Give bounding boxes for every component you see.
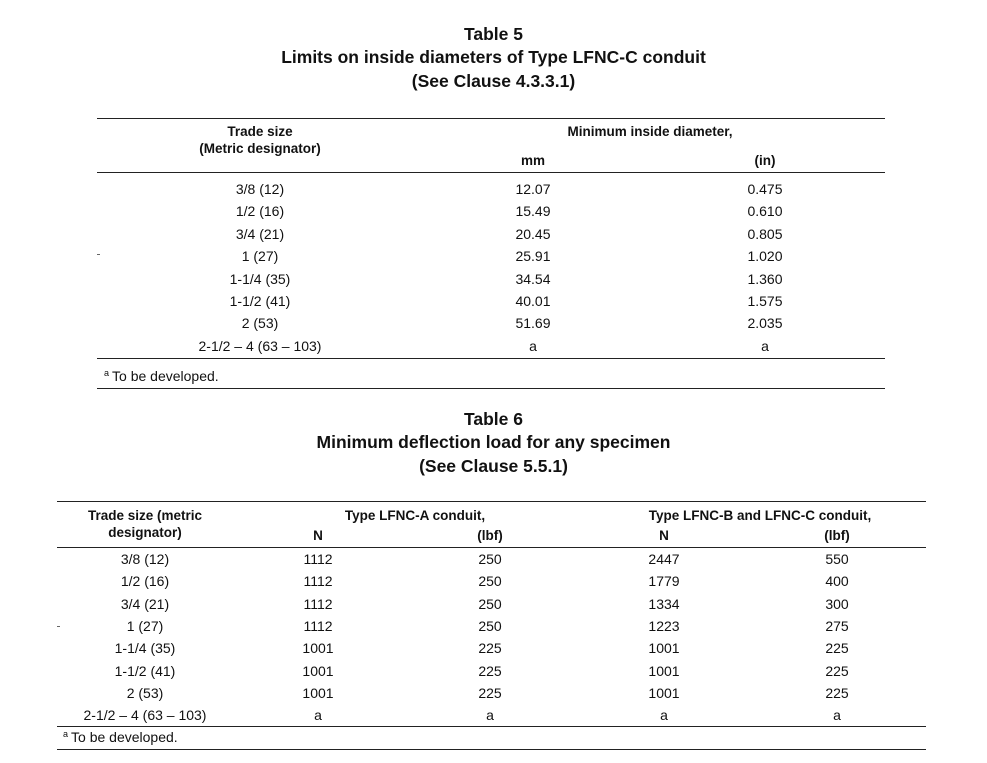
table-5-cell-in: 0.805 — [747, 225, 783, 242]
table-5-cell-in: 1.360 — [747, 270, 783, 287]
table-5-cell-mm: 25.91 — [515, 248, 551, 265]
table-6-cell-trade-size: 1 (27) — [126, 617, 164, 634]
table-6-reference: (See Clause 5.5.1) — [419, 456, 568, 476]
margin-mark — [97, 254, 100, 255]
table-6-cell-bc-lbf: 225 — [825, 640, 849, 657]
table-6-footnote: $^a$ To be developed. — [63, 729, 178, 745]
table-6-header-trade-size: Trade size (metric designator) — [87, 508, 203, 540]
table-5-cell-mm: 51.69 — [515, 315, 551, 332]
table-5-cell-trade-size: 3/4 (21) — [235, 225, 285, 242]
table-5-cell-mm: 20.45 — [515, 225, 551, 242]
table-6-cell-a-lbf: 225 — [478, 684, 502, 701]
table-6-cell-bc-lbf: 550 — [825, 551, 849, 567]
table-6-cell-trade-size: 3/8 (12) — [120, 551, 170, 567]
table-6-cell-bc-n: 1001 — [648, 684, 680, 701]
table-6-header-bc-n: N — [659, 528, 669, 543]
table-6-cell-a-n: 1112 — [303, 595, 333, 612]
table-6-cell-a-lbf: 225 — [478, 662, 502, 679]
table-5-footnote-rule — [97, 388, 885, 389]
table-6-cell-trade-size: 3/4 (21) — [120, 595, 170, 612]
table-5-cell-trade-size: 2-1/2 – 4 (63 – 103) — [198, 337, 322, 354]
table-6-cell-a-n: 1001 — [302, 662, 334, 679]
table-6-cell-a-n: a — [314, 707, 322, 724]
table-5-cell-in: 0.475 — [747, 181, 783, 197]
table-6-cell-bc-lbf: a — [833, 707, 841, 724]
table-6-cell-a-lbf: a — [486, 707, 494, 724]
table-6-cell-a-n: 1112 — [303, 551, 333, 567]
table-6-cell-bc-n: 1334 — [648, 595, 680, 612]
table-6-cell-a-n: 1001 — [302, 684, 334, 701]
table-6-cell-trade-size: 2-1/2 – 4 (63 – 103) — [83, 707, 207, 724]
table-6-cell-a-lbf: 250 — [478, 595, 502, 612]
table-5-cell-mm: 15.49 — [515, 203, 551, 220]
table-6-header-bc-lbf: (lbf) — [824, 528, 850, 543]
table-5-cell-trade-size: 2 (53) — [241, 315, 279, 332]
table-6-cell-a-n: 1112 — [303, 617, 333, 634]
table-6-title: Minimum deflection load for any specimen — [316, 432, 671, 452]
table-6-header-a-lbf: (lbf) — [477, 528, 503, 543]
table-6-cell-bc-lbf: 400 — [825, 573, 849, 590]
table-5-number: Table 5 — [463, 24, 523, 44]
table-5-header-mm: mm — [520, 153, 545, 168]
table-6-cell-bc-lbf: 225 — [825, 684, 849, 701]
table-6-header-type-bc: Type LFNC-B and LFNC-C conduit, — [648, 508, 872, 523]
table-5-cell-trade-size: 1-1/4 (35) — [229, 270, 291, 287]
table-5-cell-mm: 34.54 — [515, 270, 551, 287]
table-6-cell-trade-size: 1-1/4 (35) — [114, 640, 176, 657]
table-5-cell-in: 1.020 — [747, 248, 783, 265]
table-6-cell-a-lbf: 250 — [478, 617, 502, 634]
table-6-cell-bc-lbf: 275 — [825, 617, 849, 634]
table-5-cell-mm: 40.01 — [515, 293, 551, 309]
table-5-cell-mm: a — [529, 337, 537, 354]
table-5-cell-trade-size: 1-1/2 (41) — [229, 293, 291, 309]
table-6-cell-bc-n: a — [660, 707, 668, 724]
table-6-cell-a-n: 1112 — [303, 573, 333, 590]
table-5-header-rule — [97, 172, 885, 173]
table-6-cell-a-lbf: 225 — [478, 640, 502, 657]
table-6-cell-a-n: 1001 — [302, 640, 334, 657]
table-6-cell-trade-size: 1-1/2 (41) — [114, 662, 176, 679]
table-6-cell-bc-n: 1779 — [648, 573, 680, 590]
table-6-footnote-rule — [57, 749, 926, 750]
table-6-number: Table 6 — [463, 409, 523, 429]
table-6-cell-bc-n: 1001 — [648, 640, 680, 657]
table-6-cell-bc-n: 2447 — [648, 551, 680, 567]
table-6-cell-bc-lbf: 225 — [825, 662, 849, 679]
table-6-cell-trade-size: 2 (53) — [126, 684, 164, 701]
table-6-cell-trade-size: 1/2 (16) — [120, 573, 170, 590]
table-6-header-a-n: N — [313, 528, 323, 543]
table-5-header-trade-size: Trade size (Metric designator) — [199, 124, 321, 156]
table-5-cell-trade-size: 1 (27) — [241, 248, 279, 265]
table-6-bottom-rule — [57, 726, 926, 727]
table-5-bottom-rule — [97, 358, 885, 359]
table-6-header-rule — [57, 547, 926, 548]
table-6-cell-bc-lbf: 300 — [825, 595, 849, 612]
table-6-cell-a-lbf: 250 — [478, 551, 502, 567]
table-6-cell-bc-n: 1001 — [648, 662, 680, 679]
table-6-cell-a-lbf: 250 — [478, 573, 502, 590]
table-5-footnote: $^a$ To be developed. — [104, 368, 219, 384]
table-6-header-type-a: Type LFNC-A conduit, — [344, 508, 486, 523]
table-5-cell-in: a — [761, 337, 769, 354]
table-5-cell-in: 1.575 — [747, 293, 783, 309]
table-5-cell-in: 2.035 — [747, 315, 783, 332]
table-5-reference: (See Clause 4.3.3.1) — [411, 71, 576, 91]
table-5-cell-mm: 12.07 — [515, 181, 551, 197]
table-5-cell-trade-size: 3/8 (12) — [235, 181, 285, 197]
table-5-header-in: (in) — [754, 153, 776, 168]
table-6-cell-bc-n: 1223 — [648, 617, 680, 634]
table-5-title: Limits on inside diameters of Type LFNC-C conduit — [281, 47, 706, 67]
table-5-top-rule — [97, 118, 885, 119]
table-5-cell-in: 0.610 — [747, 203, 783, 220]
table-5-header-min-inside-diameter: Minimum inside diameter, — [567, 124, 733, 139]
table-6-top-rule — [57, 501, 926, 502]
table-5-cell-trade-size: 1/2 (16) — [235, 203, 285, 220]
